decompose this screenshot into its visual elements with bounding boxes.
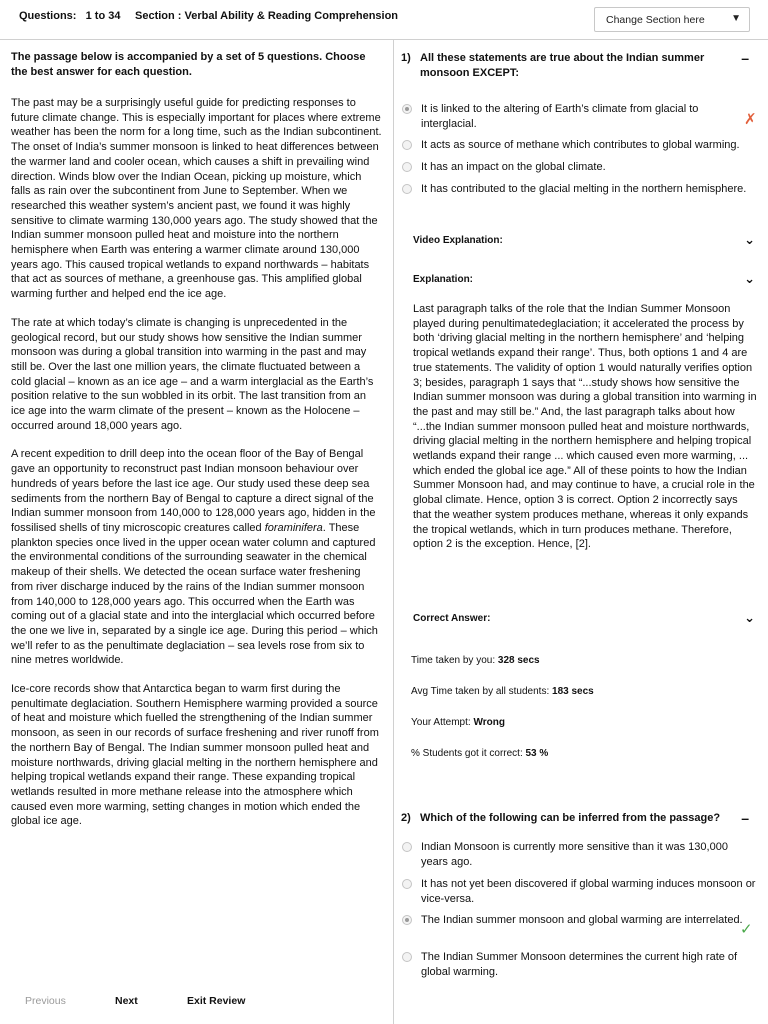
questions-range (19, 10, 120, 22)
correct-answer-icon: ✓ (740, 921, 753, 938)
explanation-label: Explanation: (413, 274, 474, 285)
next-button[interactable]: Next (115, 995, 138, 1007)
top-bar (0, 0, 768, 40)
exit-review-button[interactable]: Exit Review (187, 995, 246, 1007)
avg-time-taken: Avg Time taken by all students: 183 secs (411, 686, 594, 697)
chevron-down-icon: ⌄ (744, 610, 755, 625)
questions-range-value: 1 to 34 (85, 10, 121, 22)
questions-label: Questions: (19, 10, 77, 22)
radio-icon[interactable] (402, 952, 412, 962)
correct-answer-toggle[interactable] (413, 610, 755, 625)
wrong-answer-icon: ✗ (744, 111, 757, 128)
option-label: Indian Monsoon is currently more sensitive than it was 130,000 years ago. (421, 841, 728, 868)
option-label: The Indian summer monsoon and global warming are interrelated. (421, 914, 743, 926)
section-title: Section : Verbal Ability & Reading Comprehension (135, 10, 399, 22)
dropdown-caret-icon: ▼ (731, 13, 741, 24)
explanation-text: Last paragraph talks of the role that the Indian Summer Monsoon played during penultimatedeglaciation; it accelerated the process by both ‘driving glacial melting in the northern hemisphere’ and ‘helping tropical wetlands expand their range’. Thus, both options 1 and 4 are true statements. The validity of option 1 would naturally verifies option 3; besides, paragraph 1 says that “...study shows how sensitive the Indian summer monsoon was during a global transition into warming in the past and may still be.” And, the last paragraph talks about how “...the Indian summer monsoon pulled heat and moisture northwards, driving glacial melting in the northern hemisphere and helping tropical wetlands expand their range ... which caused even more warming, ... which ended the global ice age.” All of these points to how the Indian Summer Monsoon had, and may continue to have, a crucial role in the global climate. Hence, option 3 is correct. Option 2 incorrectly says that the weather system produces methane, whereas it only expands the tropical wetlands, which in turn produces methane. Therefore, option 2 is the exception. Hence, [2]. (413, 303, 757, 551)
previous-button[interactable]: Previous (25, 995, 66, 1007)
radio-selected-icon[interactable] (402, 104, 412, 114)
option-label: The Indian Summer Monsoon determines the current high rate of global warming. (421, 951, 738, 978)
question-2-number: 2) (401, 812, 411, 824)
passage-intro: The passage below is accompanied by a set of 5 questions. Choose the best answer for each question. (11, 51, 366, 78)
radio-icon[interactable] (402, 879, 412, 889)
your-attempt: Your Attempt: Wrong (411, 717, 505, 728)
question-1-header (401, 51, 757, 83)
passage-paragraph-3: A recent expedition to drill deep into the ocean floor of the Bay of Bengal gave an opportunity to reconstruct past Indian monsoon behaviour over hundreds of years before the last ice age. Our study used these deep sea sediments from the northern Bay of Bengal to capture a direct signal of the Indian summer monsoon from 140,000 to 128,000 years ago, hidden in the fossilised shells of tiny microscopic creatures called foraminifera. These plankton species once lived in the upper ocean water column and captured the environmental conditions of the surrounding seawater in the chemical makeup of their shells. We detected the ocean surface water freshening from river discharge induced by the rains of the Indian summer monsoon from 140,000 to 128,000 years ago. This occurred when the Earth was coming out of a glacial state and into the interglacial which occurred before the one we live in, separated by a single ice age. During this period – which we’ll refer to as the penultimate deglaciation – sea levels rose from six to nine metres worldwide. (11, 448, 378, 667)
passage-paragraph-2: The rate at which today’s climate is changing is unprecedented in the geological record, but our study shows how sensitive the Indian summer monsoon was during a global transition into warming in the past and may still be. Over the last one million years, the climate fluctuated between a cold glacial – known as an ice age – and a warm interglacial as the Earth’s position relative to the sun wobbled in its orbit. The last transition from an ice age into the warm climate of the present – known as the Holocene – occurred around 18,000 years ago. (11, 316, 374, 432)
passage-pane (11, 50, 383, 843)
option-label: It has not yet been discovered if global warming induces monsoon or vice-versa. (421, 878, 756, 905)
radio-icon[interactable] (402, 184, 412, 194)
question-1-collapse-button[interactable]: – (741, 50, 749, 66)
option-label: It has an impact on the global climate. (421, 161, 606, 173)
time-taken-by-you: Time taken by you: 328 secs (411, 655, 540, 666)
passage-paragraph-4: Ice-core records show that Antarctica began to warm first during the penultimate deglaciation. Southern Hemisphere warming provided a source of heat and moisture which fuelled the strengthening of the Indian summer monsoon, as seen in our records of surface freshening and river runoff from the northern Bay of Bengal. The Indian summer monsoon pulled heat and moisture northwards, driving glacial melting in the northern hemisphere and helping tropical wetlands expand their range. These expanding tropical wetlands resulted in more methane release into the atmosphere which caused even more warming, setting changes in motion which ended the global ice age. (11, 683, 379, 828)
question-2-collapse-button[interactable]: – (741, 810, 749, 826)
option-label: It is linked to the altering of Earth’s climate from glacial to interglacial. (421, 103, 699, 130)
chevron-down-icon: ⌄ (744, 232, 755, 247)
question-2-header (401, 811, 757, 829)
option-label: It acts as source of methane which contributes to global warming. (421, 139, 740, 151)
chevron-down-icon: ⌄ (744, 271, 755, 286)
radio-icon[interactable] (402, 140, 412, 150)
video-explanation-toggle[interactable] (413, 232, 755, 247)
radio-icon[interactable] (402, 162, 412, 172)
explanation-toggle[interactable] (413, 271, 755, 286)
radio-icon[interactable] (402, 842, 412, 852)
correct-answer-label: Correct Answer: (413, 613, 491, 624)
change-section-dropdown[interactable] (594, 7, 750, 32)
change-section-label: Change Section here (606, 14, 705, 26)
option-label: It has contributed to the glacial melting in the northern hemisphere. (421, 183, 747, 195)
pane-divider (393, 40, 394, 1024)
passage-paragraph-1: The past may be a surprisingly useful guide for predicting responses to future climate change. This is especially important for places where extreme weather has been the norm for a long time, such as the Indian subcontinent. The onset of India’s summer monsoon is linked to heat differences between the warmer land and cooler ocean, which causes a shift in prevailing wind direction. Winds blow over the Indian Ocean, picking up moisture, which falls as rain over the subcontinent from June to September. When we researched this weather system’s ancient past, we found it was highly sensitive to climate warming 130,000 years ago. The study showed that the Indian summer monsoon pulled heat and moisture into the northern hemisphere when Earth was entering a warmer climate around 130,000 years ago. This caused tropical wetlands to expand northwards – habitats that act as sources of methane, a greenhouse gas. This amplified global warming further and helped end the ice age. (11, 97, 382, 301)
video-explanation-label: Video Explanation: (413, 235, 503, 246)
students-correct-percent: % Students got it correct: 53 % (411, 748, 549, 759)
question-1-text: All these statements are true about the Indian summer monsoon EXCEPT: (420, 52, 705, 79)
question-2-text: Which of the following can be inferred from the passage? (420, 812, 721, 824)
review-navigation (0, 995, 393, 1015)
question-1-number: 1) (401, 52, 411, 64)
radio-selected-icon[interactable] (402, 915, 412, 925)
